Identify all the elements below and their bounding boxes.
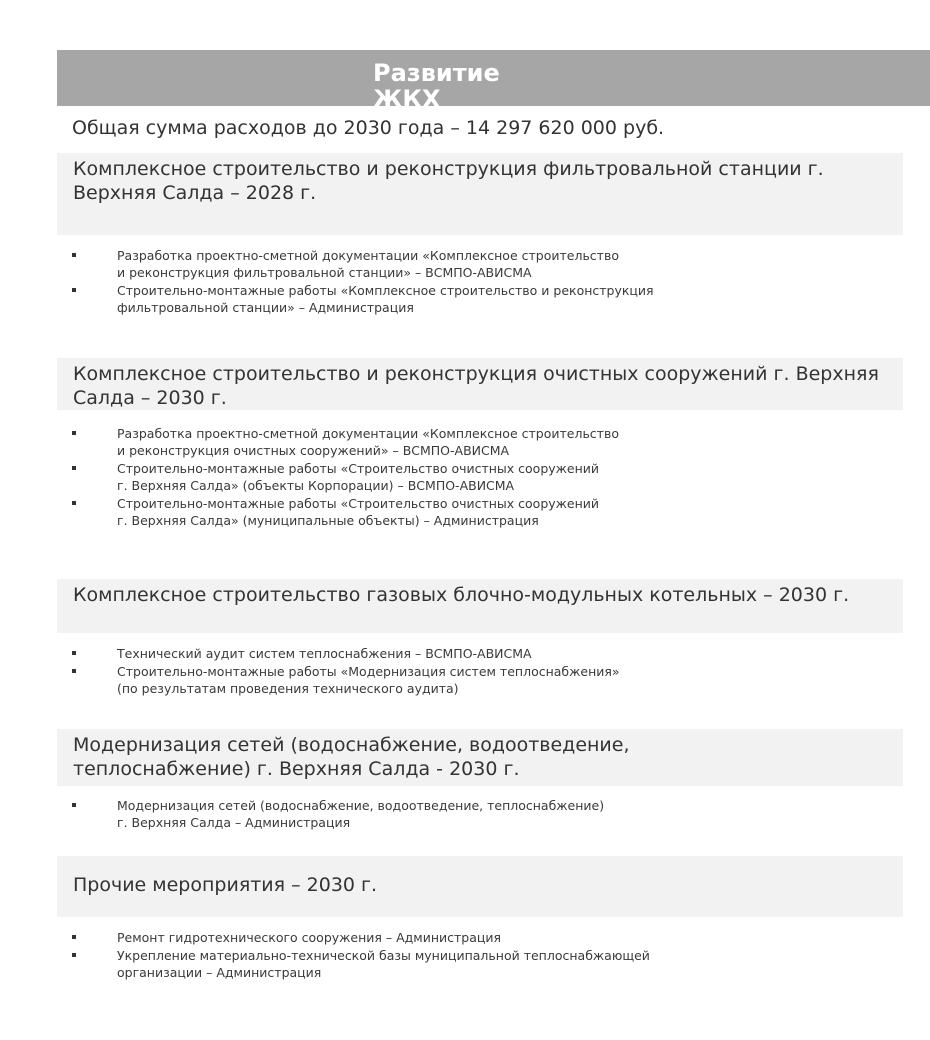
bullet-icon	[72, 288, 76, 292]
section-header-other-measures	[57, 856, 903, 917]
header-banner	[57, 50, 930, 106]
bullet-icon	[72, 953, 76, 957]
total-expenses: Общая сумма расходов до 2030 года – 14 297 620 000 руб.	[72, 117, 665, 139]
section-title: Модернизация сетей (водоснабжение, водоотведение, теплоснабжение) г. Верхняя Салда - 2030 г.	[73, 734, 630, 780]
section-header-boiler-houses	[57, 579, 903, 633]
bullet-icon	[72, 253, 76, 257]
list-item: Строительно-монтажные работы «Модернизация систем теплоснабжения» (по результатам проведения технического аудита)	[72, 663, 852, 697]
section-items-other-measures	[72, 929, 852, 982]
list-item: Строительно-монтажные работы «Строительство очистных сооружений г. Верхняя Салда» (объекты Корпорации) – ВСМПО-АВИСМА	[72, 460, 852, 494]
list-item: Ремонт гидротехнического сооружения – Администрация	[72, 929, 852, 946]
bullet-icon	[72, 466, 76, 470]
bullet-icon	[72, 651, 76, 655]
bullet-icon	[72, 803, 76, 807]
section-header-networks	[57, 729, 903, 786]
page-title: Развитие ЖКХ	[373, 59, 500, 106]
section-header-filter-station	[57, 153, 903, 235]
list-item: Разработка проектно-сметной документации «Комплексное строительство и реконструкция очистных сооружений» – ВСМПО-АВИСМА	[72, 425, 852, 459]
section-title: Прочие мероприятия – 2030 г.	[73, 874, 378, 896]
bullet-icon	[72, 935, 76, 939]
section-header-treatment-facilities	[57, 358, 903, 410]
bullet-icon	[72, 501, 76, 505]
section-title: Комплексное строительство и реконструкция очистных сооружений г. Верхняя Салда – 2030 г.	[73, 363, 879, 409]
list-item: Укрепление материально-технической базы муниципальной теплоснабжающей организации – Администрация	[72, 947, 852, 981]
list-item: Модернизация сетей (водоснабжение, водоотведение, теплоснабжение) г. Верхняя Салда – Администрация	[72, 797, 852, 831]
bullet-icon	[72, 669, 76, 673]
section-title: Комплексное строительство и реконструкция фильтровальной станции г. Верхняя Салда – 2028 г.	[73, 158, 824, 204]
list-item: Разработка проектно-сметной документации «Комплексное строительство и реконструкция фильтровальной станции» – ВСМПО-АВИСМА	[72, 247, 852, 281]
list-item: Технический аудит систем теплоснабжения – ВСМПО-АВИСМА	[72, 645, 852, 662]
bullet-icon	[72, 431, 76, 435]
section-title: Комплексное строительство газовых блочно-модульных котельных – 2030 г.	[73, 584, 850, 606]
list-item: Строительно-монтажные работы «Комплексное строительство и реконструкция фильтровальной станции» – Администрация	[72, 282, 852, 316]
section-items-filter-station	[72, 247, 852, 317]
section-items-networks	[72, 797, 852, 832]
section-items-boiler-houses	[72, 645, 852, 698]
list-item: Строительно-монтажные работы «Строительство очистных сооружений г. Верхняя Салда» (муниципальные объекты) – Администрация	[72, 495, 852, 529]
section-items-treatment-facilities	[72, 425, 852, 530]
